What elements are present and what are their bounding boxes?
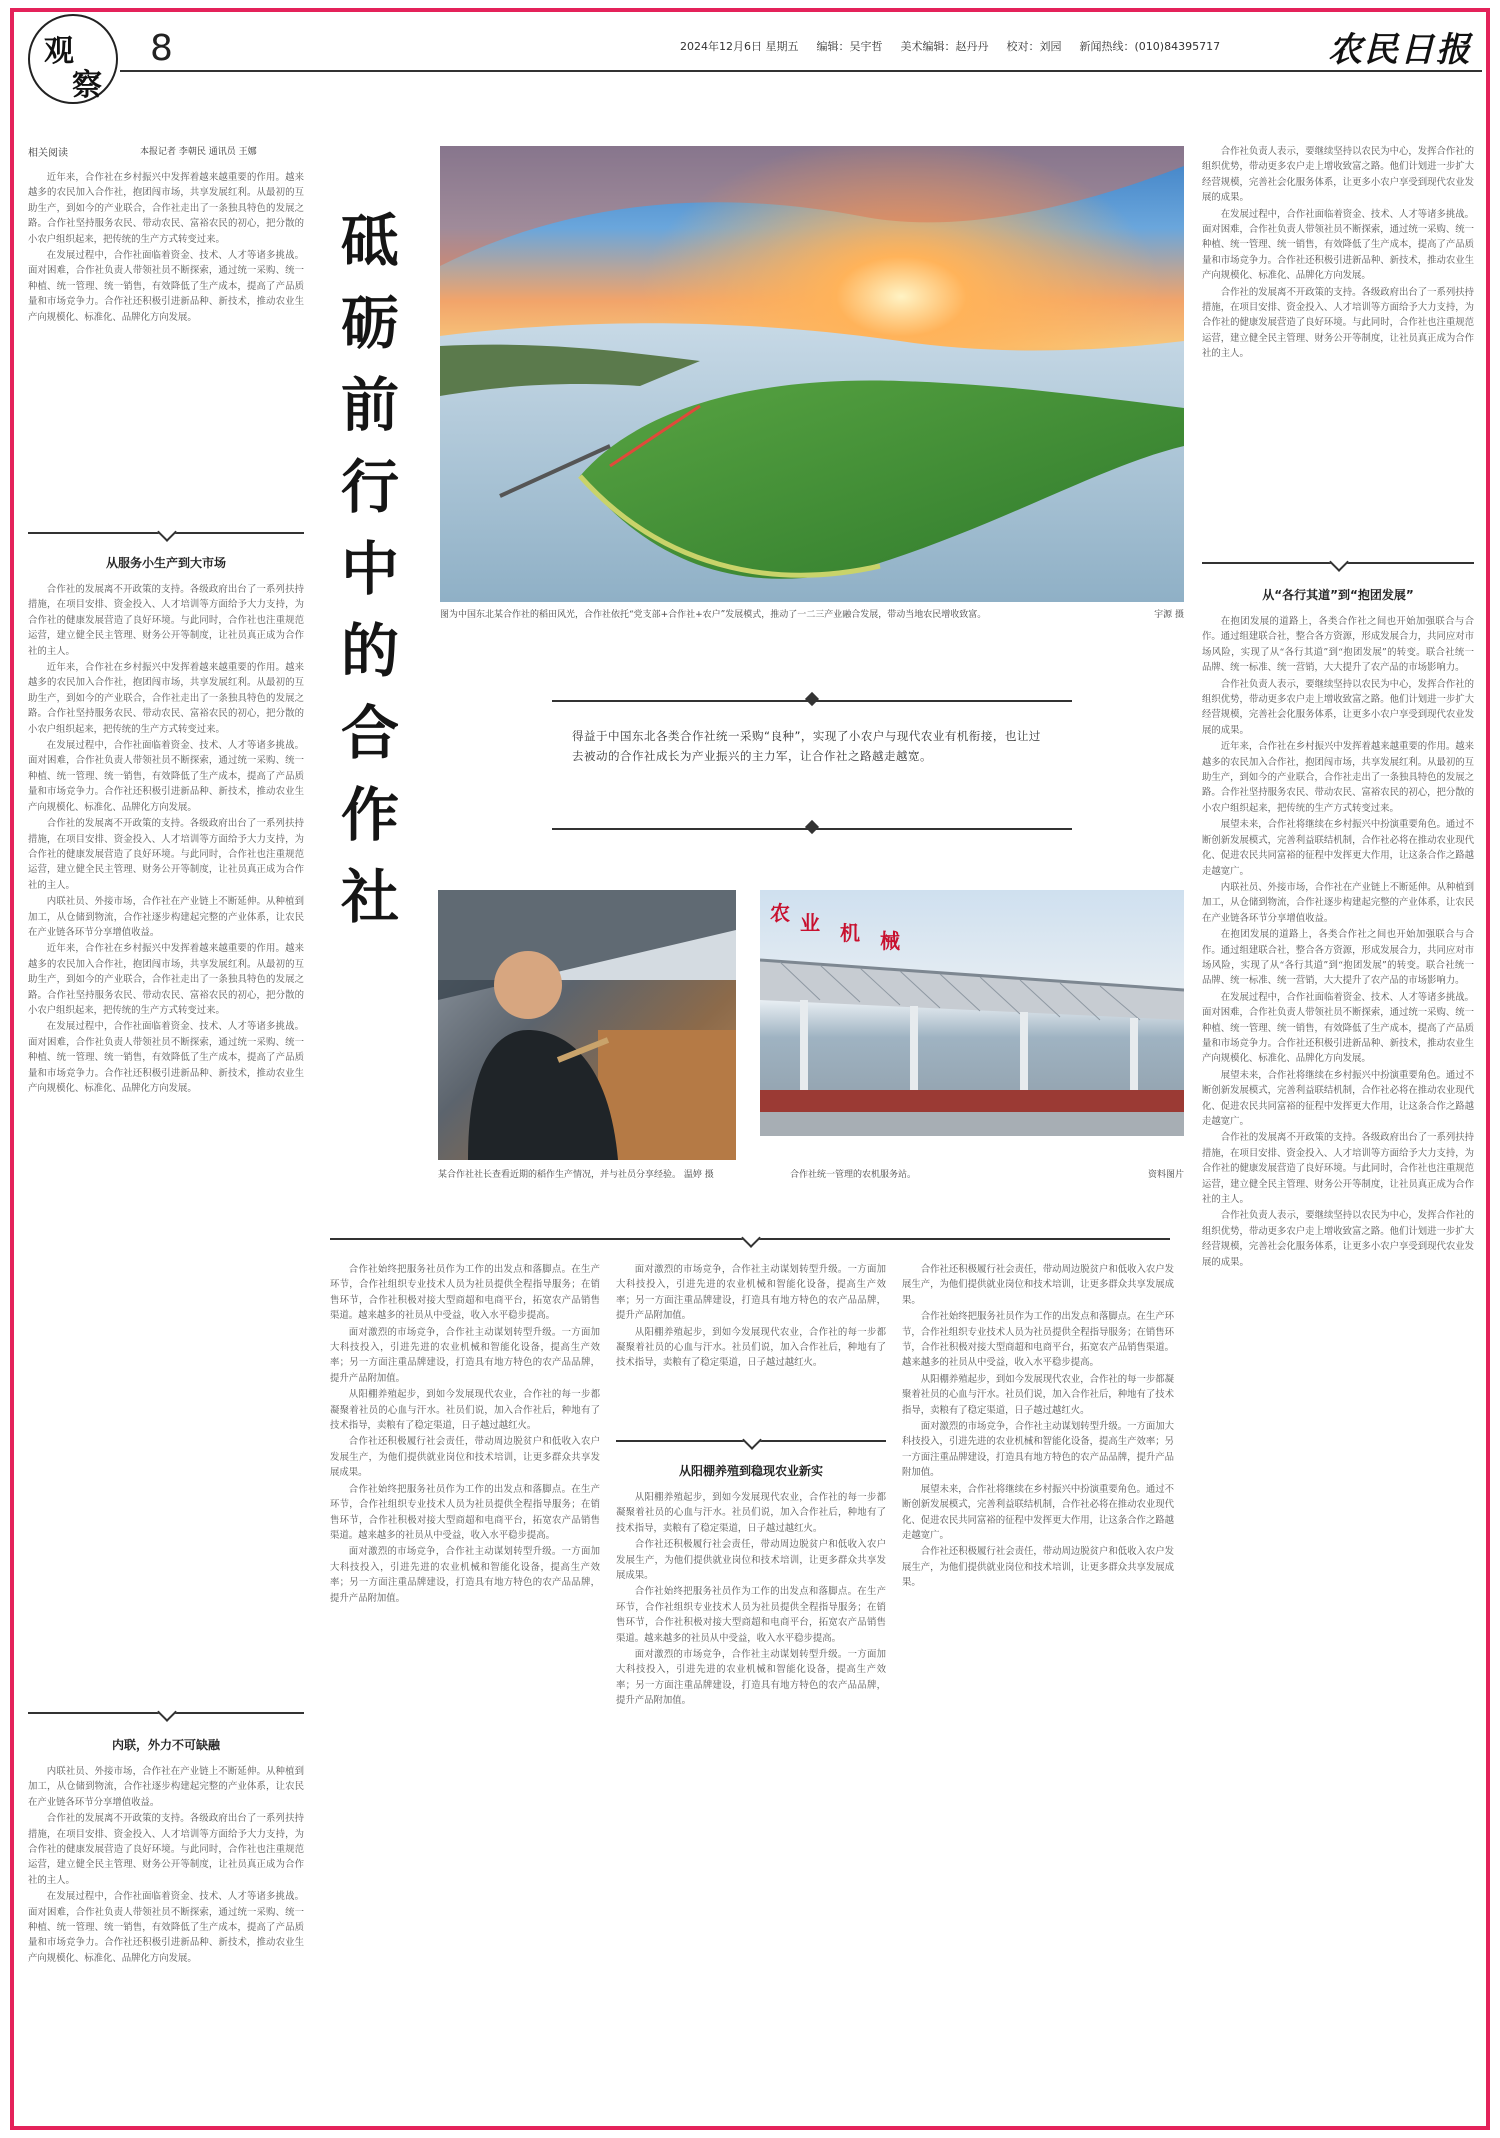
headline-char: 前: [340, 371, 399, 439]
portrait-photo: [438, 890, 736, 1160]
intro-label: 相关阅读: [28, 148, 68, 159]
paragraph: 面对激烈的市场竞争，合作社主动谋划转型升级。一方面加大科技投入，引进先进的农业机械和智能化设备，提高生产效率；另一方面注重品牌建设，打造具有地方特色的农产品品牌，提升产品附加值。: [330, 1546, 600, 1604]
pull-quote: [552, 700, 1072, 830]
middle-column-2a: [616, 1262, 886, 1422]
headline-char: 合: [340, 699, 399, 767]
header-editor: 编辑：吴宇哲: [816, 40, 883, 53]
section-divider: [28, 1712, 304, 1714]
middle-column-2b: [616, 1490, 886, 2120]
paper-name: 农民日报: [1328, 30, 1472, 70]
subhead-1: 从服务小生产到大市场: [105, 556, 226, 570]
paragraph: 合作社始终把服务社员作为工作的出发点和落脚点。在生产环节，合作社组织专业技术人员为社员提供全程指导服务；在销售环节，合作社积极对接大型商超和电商平台，拓宽农产品销售渠道。越来越多的社员从中受益，收入水平稳步提高。: [902, 1311, 1174, 1369]
header-hotline: 新闻热线：(010)84395717: [1079, 40, 1221, 53]
header-rule: [120, 70, 1482, 72]
section-char-1: 观: [44, 34, 74, 69]
section-divider: [28, 532, 304, 534]
quote-text: 得益于中国东北各类合作社统一采购“良种”，实现了小农户与现代农业有机衔接，也让过去被动的合作社成长为产业振兴的主力军，让合作社之路越走越宽。: [572, 729, 1041, 763]
caption-credit: 资料图片: [1147, 1170, 1184, 1180]
paragraph: 在发展过程中，合作社面临着资金、技术、人才等诸多挑战。面对困难，合作社负责人带领社员不断探索，通过统一采购、统一种植、统一管理、统一销售，有效降低了生产成本，提高了产品质量和市场竞争力。合作社还积极引进新品种、新技术，推动农业生产向规模化、标准化、品牌化方向发展。: [1202, 208, 1474, 282]
paragraph: 合作社始终把服务社员作为工作的出发点和落脚点。在生产环节，合作社组织专业技术人员为社员提供全程指导服务；在销售环节，合作社积极对接大型商超和电商平台，拓宽农产品销售渠道。越来越多的社员从中受益，收入水平稳步提高。: [330, 1264, 600, 1322]
paragraph: 合作社负责人表示，要继续坚持以农民为中心，发挥合作社的组织优势，带动更多农户走上增收致富之路。他们计划进一步扩大经营规模，完善社会化服务体系，让更多小农户享受到现代农业发展的成果。: [1202, 146, 1474, 204]
header-proof: 校对：刘园: [1006, 40, 1062, 53]
headline: [340, 200, 400, 938]
paragraph: 从阳棚养殖起步，到如今发展现代农业，合作社的每一步都凝聚着社员的心血与汗水。社员们说，加入合作社后，种地有了技术指导，卖粮有了稳定渠道，日子越过越红火。: [616, 1326, 886, 1369]
caption-text: 图为中国东北某合作社的稻田风光，合作社依托“党支部+合作社+农户”发展模式，推动了一二三产业融合发展，带动当地农民增收致富。: [440, 610, 987, 620]
station-photo: [760, 890, 1184, 1136]
headline-char: 中: [340, 535, 399, 603]
section-divider: [330, 1238, 1170, 1240]
left-column-b: [28, 582, 304, 1702]
section-divider: [616, 1440, 886, 1442]
section-char-2: 察: [72, 68, 102, 103]
headline-char: 砥: [340, 207, 399, 275]
station-illustration: [760, 890, 1184, 1136]
paragraph: 合作社还积极履行社会责任，带动周边脱贫户和低收入农户发展生产，为他们提供就业岗位和技术培训，让更多群众共享发展成果。: [902, 1264, 1174, 1306]
paragraph: 合作社负责人表示，要继续坚持以农民为中心，发挥合作社的组织优势，带动更多农户走上增收致富之路。他们计划进一步扩大经营规模，完善社会化服务体系，让更多小农户享受到现代农业发展的成果。: [1202, 678, 1474, 736]
headline-char: 行: [340, 453, 399, 521]
paragraph: 内联社员、外接市场，合作社在产业链上不断延伸。从种植到加工，从仓储到物流，合作社逐步构建起完整的产业体系，让农民在产业链各环节分享增值收益。: [28, 1766, 304, 1808]
paragraph: 在抱团发展的道路上，各类合作社之间也开始加强联合与合作。通过组建联合社，整合各方资源，形成发展合力，共同应对市场风险，实现了从“各行其道”到“抱团发展”的转变。联合社统一品牌、统一标准、统一营销，大大提升了农产品的市场影响力。: [1202, 929, 1474, 987]
subhead-3: 从阳棚养殖到稳现农业新实: [678, 1464, 823, 1478]
caption-text: 合作社统一管理的农机服务站。: [790, 1170, 917, 1180]
paragraph: 合作社负责人表示，要继续坚持以农民为中心，发挥合作社的组织优势，带动更多农户走上增收致富之路。他们计划进一步扩大经营规模，完善社会化服务体系，让更多小农户享受到现代农业发展的成果。: [1202, 1210, 1474, 1268]
paragraph: 从阳棚养殖起步，到如今发展现代农业，合作社的每一步都凝聚着社员的心血与汗水。社员们说，加入合作社后，种地有了技术指导，卖粮有了稳定渠道，日子越过越红火。: [902, 1373, 1174, 1416]
header-designer: 美术编辑：赵丹丹: [900, 40, 989, 53]
paragraph: 在发展过程中，合作社面临着资金、技术、人才等诸多挑战。面对困难，合作社负责人带领社员不断探索，通过统一采购、统一种植、统一管理、统一销售，有效降低了生产成本，提高了产品质量和市场竞争力。合作社还积极引进新品种、新技术，推动农业生产向规模化、标准化、品牌化方向发展。: [1202, 991, 1474, 1065]
paragraph: 面对激烈的市场竞争，合作社主动谋划转型升级。一方面加大科技投入，引进先进的农业机械和智能化设备，提高生产效率；另一方面注重品牌建设，打造具有地方特色的农产品品牌，提升产品附加值。: [902, 1421, 1174, 1479]
subhead-2: 内联，外力不可缺融: [111, 1738, 220, 1752]
paragraph: 近年来，合作社在乡村振兴中发挥着越来越重要的作用。越来越多的农民加入合作社，抱团闯市场，共享发展红利。从最初的互助生产，到如今的产业联合，合作社走出了一条独具特色的发展之路。合作社坚持服务农民、带动农民、富裕农民的初心，把分散的小农户组织起来，把传统的生产方式转变过来。: [28, 662, 304, 735]
svg-text:业: 业: [800, 911, 820, 935]
paragraph: 合作社的发展离不开政策的支持。各级政府出台了一系列扶持措施，在项目安排、资金投入、人才培训等方面给予大力支持，为合作社的健康发展营造了良好环境。与此同时，合作社也注重规范运营，建立健全民主管理、财务公开等制度，让社员真正成为合作社的主人。: [28, 584, 304, 657]
portrait-illustration: [438, 890, 736, 1160]
paragraph: 内联社员、外接市场，合作社在产业链上不断延伸。从种植到加工，从仓储到物流，合作社逐步构建起完整的产业体系，让农民在产业链各环节分享增值收益。: [28, 896, 304, 938]
paragraph: 在发展过程中，合作社面临着资金、技术、人才等诸多挑战。面对困难，合作社负责人带领社员不断探索，通过统一采购、统一种植、统一管理、统一销售，有效降低了生产成本，提高了产品质量和市场竞争力。合作社还积极引进新品种、新技术，推动农业生产向规模化、标准化、品牌化方向发展。: [28, 1021, 304, 1094]
header-date: 2024年12月6日 星期五: [680, 40, 799, 53]
caption-credit: 温婷 摄: [683, 1170, 714, 1180]
paragraph: 合作社还积极履行社会责任，带动周边脱贫户和低收入农户发展生产，为他们提供就业岗位和技术培训，让更多群众共享发展成果。: [902, 1546, 1174, 1589]
paragraph: 合作社还积极履行社会责任，带动周边脱贫户和低收入农户发展生产，为他们提供就业岗位和技术培训，让更多群众共享发展成果。: [616, 1539, 886, 1582]
middle-column-3: [902, 1262, 1174, 2120]
paragraph: 合作社的发展离不开政策的支持。各级政府出台了一系列扶持措施，在项目安排、资金投入、人才培训等方面给予大力支持，为合作社的健康发展营造了良好环境。与此同时，合作社也注重规范运营，建立健全民主管理、财务公开等制度，让社员真正成为合作社的主人。: [28, 1813, 304, 1886]
paragraph: 合作社的发展离不开政策的支持。各级政府出台了一系列扶持措施，在项目安排、资金投入、人才培训等方面给予大力支持，为合作社的健康发展营造了良好环境。与此同时，合作社也注重规范运营，建立健全民主管理、财务公开等制度，让社员真正成为合作社的主人。: [1202, 1132, 1474, 1206]
page-number: 8: [150, 28, 173, 69]
svg-text:械: 械: [880, 929, 900, 953]
paragraph: 合作社的发展离不开政策的支持。各级政府出台了一系列扶持措施，在项目安排、资金投入、人才培训等方面给予大力支持，为合作社的健康发展营造了良好环境。与此同时，合作社也注重规范运营，建立健全民主管理、财务公开等制度，让社员真正成为合作社的主人。: [1202, 286, 1474, 360]
header-meta: [680, 38, 1221, 54]
middle-column-1: [330, 1262, 600, 2120]
paragraph: 近年来，合作社在乡村振兴中发挥着越来越重要的作用。越来越多的农民加入合作社，抱团闯市场，共享发展红利。从最初的互助生产，到如今的产业联合，合作社走出了一条独具特色的发展之路。合作社坚持服务农民、带动农民、富裕农民的初心，把分散的小农户组织起来，把传统的生产方式转变过来。: [28, 172, 304, 245]
left-column-a: [28, 170, 304, 510]
paragraph: 展望未来，合作社将继续在乡村振兴中扮演重要角色。通过不断创新发展模式，完善利益联结机制，合作社必将在推动农业现代化、促进农民共同富裕的征程中发挥更大作用，让这条合作之路越走越宽广。: [1202, 1069, 1474, 1127]
caption-credit: 宇源 摄: [1154, 610, 1184, 620]
paragraph: 合作社始终把服务社员作为工作的出发点和落脚点。在生产环节，合作社组织专业技术人员为社员提供全程指导服务；在销售环节，合作社积极对接大型商超和电商平台，拓宽农产品销售渠道。越来越多的社员从中受益，收入水平稳步提高。: [330, 1483, 600, 1541]
paragraph: 近年来，合作社在乡村振兴中发挥着越来越重要的作用。越来越多的农民加入合作社，抱团闯市场，共享发展红利。从最初的互助生产，到如今的产业联合，合作社走出了一条独具特色的发展之路。合作社坚持服务农民、带动农民、富裕农民的初心，把分散的小农户组织起来，把传统的生产方式转变过来。: [28, 943, 304, 1016]
svg-text:农: 农: [770, 901, 790, 925]
svg-text:机: 机: [840, 921, 860, 945]
paragraph: 内联社员、外接市场，合作社在产业链上不断延伸。从种植到加工，从仓储到物流，合作社逐步构建起完整的产业体系，让农民在产业链各环节分享增值收益。: [1202, 881, 1474, 924]
main-photo-caption: [440, 608, 1184, 622]
paragraph: 在发展过程中，合作社面临着资金、技术、人才等诸多挑战。面对困难，合作社负责人带领社员不断探索，通过统一采购、统一种植、统一管理、统一销售，有效降低了生产成本，提高了产品质量和市场竞争力。合作社还积极引进新品种、新技术，推动农业生产向规模化、标准化、品牌化方向发展。: [28, 250, 304, 323]
right-column-a: [1202, 144, 1474, 544]
left-column-c: [28, 1764, 304, 2120]
paragraph: 合作社的发展离不开政策的支持。各级政府出台了一系列扶持措施，在项目安排、资金投入、人才培训等方面给予大力支持，为合作社的健康发展营造了良好环境。与此同时，合作社也注重规范运营，建立健全民主管理、财务公开等制度，让社员真正成为合作社的主人。: [28, 818, 304, 891]
paragraph: 从阳棚养殖起步，到如今发展现代农业，合作社的每一步都凝聚着社员的心血与汗水。社员们说，加入合作社后，种地有了技术指导，卖粮有了稳定渠道，日子越过越红火。: [616, 1492, 886, 1534]
headline-char: 的: [340, 617, 399, 685]
quote-rule-top: [552, 700, 1072, 702]
paragraph: 面对激烈的市场竞争，合作社主动谋划转型升级。一方面加大科技投入，引进先进的农业机械和智能化设备，提高生产效率；另一方面注重品牌建设，打造具有地方特色的农产品品牌，提升产品附加值。: [616, 1649, 886, 1707]
portrait-caption: [438, 1168, 736, 1182]
caption-text: 某合作社社长查看近期的稻作生产情况，并与社员分享经验。: [438, 1170, 682, 1180]
section-divider: [1202, 562, 1474, 564]
paragraph: 在发展过程中，合作社面临着资金、技术、人才等诸多挑战。面对困难，合作社负责人带领社员不断探索，通过统一采购、统一种植、统一管理、统一销售，有效降低了生产成本，提高了产品质量和市场竞争力。合作社还积极引进新品种、新技术，推动农业生产向规模化、标准化、品牌化方向发展。: [28, 1891, 304, 1964]
paragraph: 在抱团发展的道路上，各类合作社之间也开始加强联合与合作。通过组建联合社，整合各方资源，形成发展合力，共同应对市场风险，实现了从“各行其道”到“抱团发展”的转变。联合社统一品牌、统一标准、统一营销，大大提升了农产品的市场影响力。: [1202, 616, 1474, 674]
quote-rule-bottom: [552, 828, 1072, 830]
paragraph: 展望未来，合作社将继续在乡村振兴中扮演重要角色。通过不断创新发展模式，完善利益联结机制，合作社必将在推动农业现代化、促进农民共同富裕的征程中发挥更大作用，让这条合作之路越走越宽广。: [1202, 819, 1474, 877]
paragraph: 在发展过程中，合作社面临着资金、技术、人才等诸多挑战。面对困难，合作社负责人带领社员不断探索，通过统一采购、统一种植、统一管理、统一销售，有效降低了生产成本，提高了产品质量和市场竞争力。合作社还积极引进新品种、新技术，推动农业生产向规模化、标准化、品牌化方向发展。: [28, 740, 304, 813]
station-caption: [790, 1168, 1184, 1182]
headline-char: 社: [340, 863, 399, 931]
right-column-b: [1202, 614, 1474, 2120]
paragraph: 展望未来，合作社将继续在乡村振兴中扮演重要角色。通过不断创新发展模式，完善利益联结机制，合作社必将在推动农业现代化、促进农民共同富裕的征程中发挥更大作用，让这条合作之路越走越宽广。: [902, 1483, 1174, 1541]
subhead-4: 从“各行其道”到“抱团发展”: [1262, 588, 1414, 602]
paragraph: 合作社还积极履行社会责任，带动周边脱贫户和低收入农户发展生产，为他们提供就业岗位和技术培训，让更多群众共享发展成果。: [330, 1436, 600, 1479]
paragraph: 合作社始终把服务社员作为工作的出发点和落脚点。在生产环节，合作社组织专业技术人员为社员提供全程指导服务；在销售环节，合作社积极对接大型商超和电商平台，拓宽农产品销售渠道。越来越多的社员从中受益，收入水平稳步提高。: [616, 1586, 886, 1644]
section-seal: [28, 14, 118, 104]
headline-char: 砺: [340, 289, 399, 357]
paragraph: 面对激烈的市场竞争，合作社主动谋划转型升级。一方面加大科技投入，引进先进的农业机械和智能化设备，提高生产效率；另一方面注重品牌建设，打造具有地方特色的农产品品牌，提升产品附加值。: [330, 1326, 600, 1384]
article-byline: 本报记者 李朝民 通讯员 王娜: [140, 147, 257, 157]
main-photo: [440, 146, 1184, 602]
paragraph: 近年来，合作社在乡村振兴中发挥着越来越重要的作用。越来越多的农民加入合作社，抱团闯市场，共享发展红利。从最初的互助生产，到如今的产业联合，合作社走出了一条独具特色的发展之路。合作社坚持服务农民、带动农民、富裕农民的初心，把分散的小农户组织起来，把传统的生产方式转变过来。: [1202, 741, 1474, 814]
paragraph: 面对激烈的市场竞争，合作社主动谋划转型升级。一方面加大科技投入，引进先进的农业机械和智能化设备，提高生产效率；另一方面注重品牌建设，打造具有地方特色的农产品品牌，提升产品附加值。: [616, 1264, 886, 1322]
river-field-illustration: [440, 146, 1184, 602]
headline-char: 作: [340, 781, 399, 849]
paragraph: 从阳棚养殖起步，到如今发展现代农业，合作社的每一步都凝聚着社员的心血与汗水。社员们说，加入合作社后，种地有了技术指导，卖粮有了稳定渠道，日子越过越红火。: [330, 1389, 600, 1432]
